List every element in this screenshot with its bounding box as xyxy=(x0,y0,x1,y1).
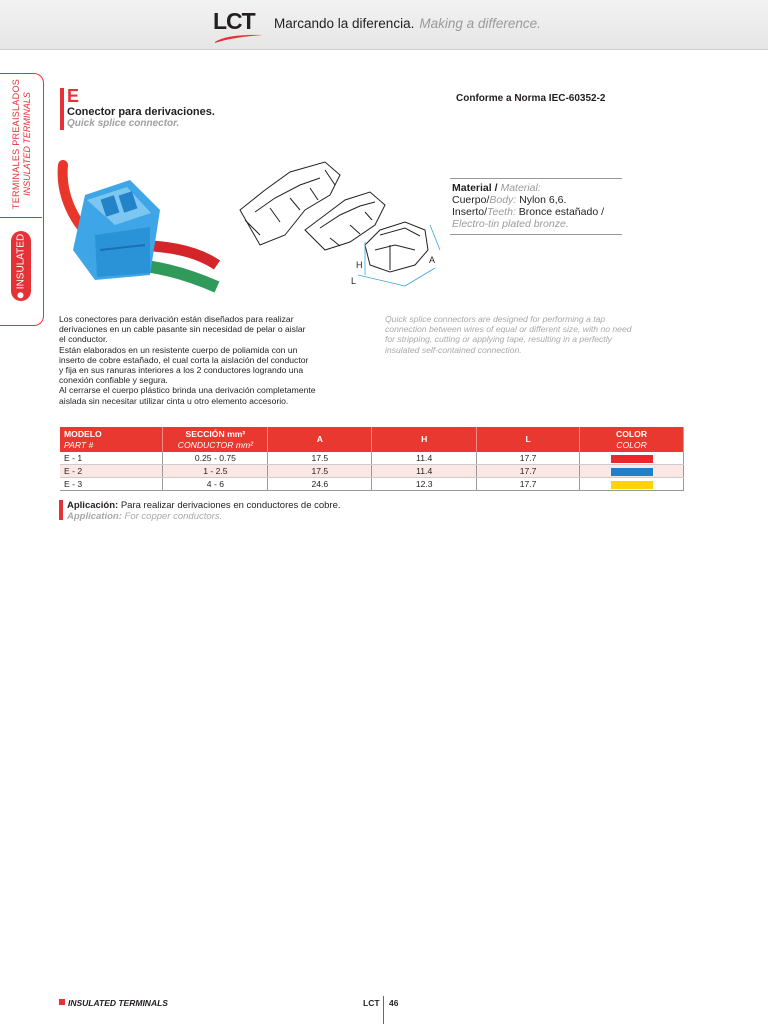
application-label-en: Application: xyxy=(67,511,122,522)
heading-accent-bar xyxy=(60,88,64,130)
color-swatch xyxy=(611,468,653,476)
logo-text: LCT xyxy=(213,8,255,34)
color-swatch xyxy=(611,455,653,463)
description-line: insulated self-contained connection. xyxy=(385,344,522,355)
section-pill xyxy=(11,231,31,301)
material-body xyxy=(452,194,620,206)
description-line: Están elaborados en un resistente cuerpo de poliamida con un xyxy=(59,344,298,355)
bullet-icon xyxy=(18,292,24,298)
body-label-en: Body: xyxy=(489,194,517,206)
dim-label-a: A xyxy=(429,255,436,265)
side-category-tab xyxy=(0,73,44,326)
table-row xyxy=(60,478,684,491)
description-line: el conductor. xyxy=(59,334,108,345)
product-photo xyxy=(55,155,220,295)
cell-section: 1 - 2.5 xyxy=(163,465,268,478)
color-swatch xyxy=(611,481,653,489)
teeth-value: Bronce estañado / xyxy=(518,206,604,218)
application-text-en: For copper conductors. xyxy=(124,511,223,522)
tagline xyxy=(274,16,541,31)
cell-section: 4 - 6 xyxy=(163,478,268,491)
footer-divider xyxy=(383,996,384,1024)
product-title-en: Quick splice connector. xyxy=(67,118,180,129)
application-es xyxy=(67,500,341,511)
description-line: inserto de cobre estañado, el cual corta la aislación del conductor xyxy=(59,354,309,365)
description-line: conexión confiable y segura. xyxy=(59,375,168,386)
col-h: H xyxy=(372,427,477,452)
material-label-en: Material: xyxy=(500,182,541,194)
logo-swoosh-icon xyxy=(213,32,265,44)
material-teeth xyxy=(452,206,620,218)
side-category-en: INSULATED TERMINALS xyxy=(22,92,32,196)
body-label-es: Cuerpo/ xyxy=(452,194,490,206)
teeth-value-en: Electro-tin plated bronze. xyxy=(452,218,569,230)
col-l: L xyxy=(477,427,580,452)
application-en xyxy=(67,511,222,522)
cell-a: 17.5 xyxy=(268,465,372,478)
footer-bullet-icon xyxy=(59,999,65,1005)
table-header-row xyxy=(60,427,684,452)
technical-drawing xyxy=(230,150,450,295)
side-category-es: TERMINALES PREAISLADOS xyxy=(11,78,21,210)
cell-section: 0.25 - 0.75 xyxy=(163,452,268,465)
page-number: 46 xyxy=(389,998,399,1008)
col-model: MODELO PART # xyxy=(60,427,163,452)
standard-note: Conforme a Norma IEC-60352-2 xyxy=(456,93,606,104)
footer-section: INSULATED TERMINALS xyxy=(68,998,168,1008)
cell-h: 12.3 xyxy=(372,478,477,491)
tagline-en: Making a difference. xyxy=(419,16,541,31)
tagline-es: Marcando la diferencia. xyxy=(274,16,415,31)
application-accent-bar xyxy=(59,500,63,520)
description-es xyxy=(59,314,369,406)
dim-label-h: H xyxy=(356,260,363,270)
cell-model: E - 2 xyxy=(60,465,163,478)
footer-brand: LCT xyxy=(363,998,380,1008)
cell-model: E - 3 xyxy=(60,478,163,491)
table-row xyxy=(60,465,684,478)
side-section xyxy=(0,221,42,321)
cell-l: 17.7 xyxy=(477,465,580,478)
product-title-es: Conector para derivaciones. xyxy=(67,106,215,118)
cell-color xyxy=(580,478,684,491)
cell-color xyxy=(580,465,684,478)
description-line: y fija en sus ranuras interiores a los 2 conductores logrando una xyxy=(59,365,304,376)
description-line: Al cerrarse el cuerpo plástico brinda una derivación completamente xyxy=(59,385,316,396)
material-spec xyxy=(450,178,622,235)
side-divider xyxy=(0,217,42,218)
dim-label-l: L xyxy=(351,276,357,286)
teeth-label-en: Teeth: xyxy=(487,206,516,218)
cell-color xyxy=(580,452,684,465)
col-color: COLOR COLOR xyxy=(580,427,684,452)
description-line: for stripping, cutting or applying tape, resulting in a perfectly xyxy=(385,334,612,345)
page-header xyxy=(0,0,768,50)
product-code: E xyxy=(67,86,80,106)
body-value: Nylon 6,6. xyxy=(519,194,567,206)
section-label: INSULATED xyxy=(15,233,27,290)
description-en xyxy=(385,314,675,355)
cell-a: 17.5 xyxy=(268,452,372,465)
material-label-es: Material / xyxy=(452,182,498,194)
lct-logo xyxy=(213,9,267,45)
spec-table xyxy=(60,427,684,491)
cell-l: 17.7 xyxy=(477,478,580,491)
description-line: derivaciones en un cable pasante sin necesidad de pelar o aislar xyxy=(59,324,306,335)
application-text-es: Para realizar derivaciones en conductores de cobre. xyxy=(120,500,341,511)
cell-l: 17.7 xyxy=(477,452,580,465)
cell-h: 11.4 xyxy=(372,465,477,478)
cell-a: 24.6 xyxy=(268,478,372,491)
col-section: SECCIÓN mm² CONDUCTOR mm² xyxy=(163,427,268,452)
material-heading xyxy=(452,182,620,194)
cell-h: 11.4 xyxy=(372,452,477,465)
side-category xyxy=(0,74,42,214)
teeth-label-es: Inserto/ xyxy=(452,206,488,218)
description-line: Quick splice connectors are designed for performing a tap xyxy=(385,314,606,324)
application-label-es: Aplicación: xyxy=(67,500,119,511)
description-line: aislada sin necesitar utilizar cinta u otro elemento accesorio. xyxy=(59,395,289,406)
description-line: connection between wires of equal or different size, with no need xyxy=(385,324,632,335)
col-a: A xyxy=(268,427,372,452)
description-line: Los conectores para derivación están diseñados para realizar xyxy=(59,314,294,324)
cell-model: E - 1 xyxy=(60,452,163,465)
table-row xyxy=(60,452,684,465)
